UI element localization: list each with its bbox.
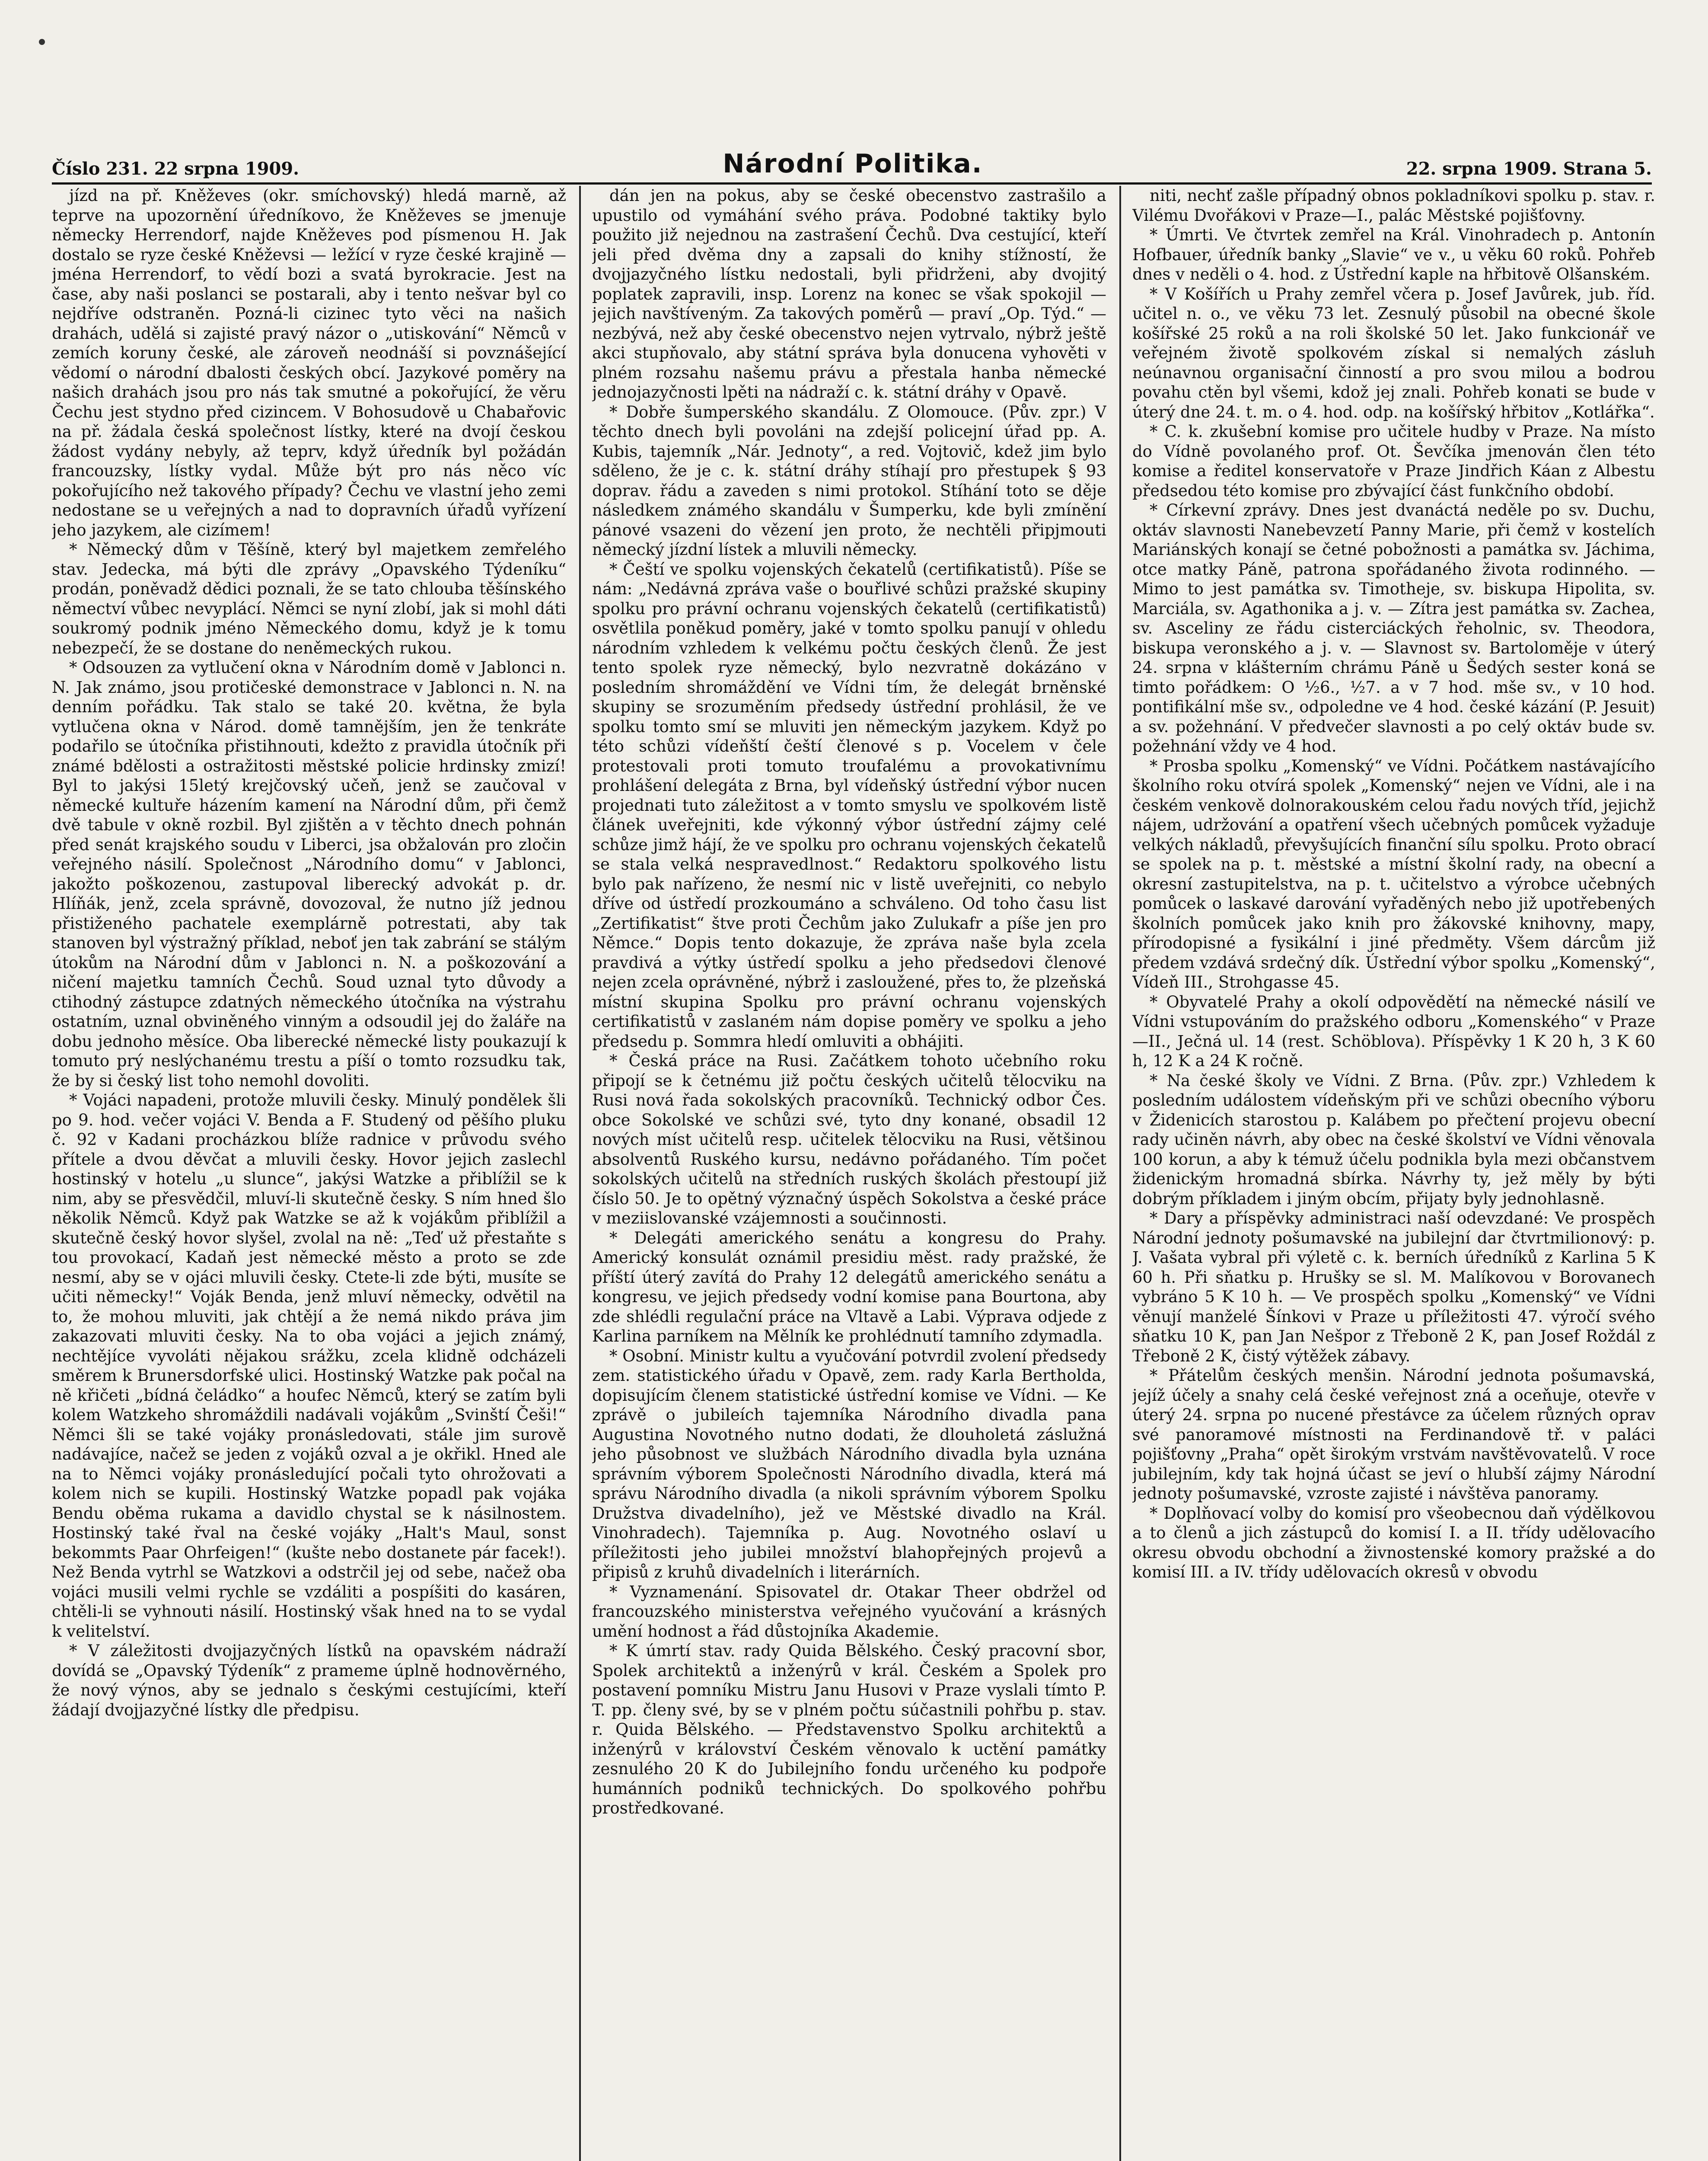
issue-number-date: Číslo 231. 22 srpna 1909.	[52, 159, 300, 179]
article-paragraph: * Doplňovací volby do komisí pro všeobecnou daň výdělkovou a to členů a jich zástupců do komisí I. a II. třídy udělovacího okresu obvodu obchodní a živnostenské komory pražské a do komisí III. a IV. třídy udělovacích okresů v obvodu	[1132, 1504, 1655, 1581]
article-paragraph: * Česká práce na Rusi. Začátkem tohoto učebního roku připojí se k četnému již počtu českých učitelů tělocviku na Rusi nová řada sokolských pracovníků. Technický odbor Čes. obce Sokolské ve schůzi své, tyto dny konané, obsadil 12 nových míst učitelů resp. učitelek tělocviku na Rusi, většinou absolventů Ruského kursu, nedávno pořádaného. Tím počet sokolských učitelů na středních ruských školách přestoupí již číslo 50. Je to opětný význačný úspěch Sokolstva a české práce v meziislovanské vzájemnosti a součinnosti.	[592, 1052, 1106, 1227]
page-header	[52, 137, 1652, 185]
article-paragraph: * Čeští ve spolku vojenských čekatelů (certifikatistů). Píše se nám: „Nedávná zpráva vaše o bouřlivé schůzi pražské skupiny spolku pro právní ochranu vojenských čekatelů (certifikatistů) osvětlila poněkud poměry, jaké v tomto spolku panují v ohledu národním vzhledem k velkému počtu českých členů. Že jest tento spolek ryze německý, bylo nezvratně dokázáno v posledním shromáždění ve Vídni tím, že delegát brněnské skupiny se srozuměním předsedy ústřední prohlásil, že ve spolku tomto smí se mluviti jen německým jazykem. Když po této schůzi vídeňští čeští členové s p. Vocelem v čele protestovali proti tomuto troufalému a provokativnímu prohlášení delegáta z Brna, byl vídeňský ústřední výbor nucen projednati tuto záležitost a v tomto smyslu ve spolkovém listě článek uveřejniti, kde výkonný výbor ústřední zájmy celé schůze jimž hájí, že ve spolku pro ochranu vojenských čekatelů se stala velká nespravedlnost.“ Redaktoru spolkového listu bylo pak nařízeno, že nesmí nic v listě uveřejniti, co nebylo dříve od ústředí prozkoumáno a schváleno. Od toho času list „Zertifikatist“ štve proti Čechům jako Zulukafr a píše jen pro Němce.“ Dopis tento dokazuje, že zpráva naše byla zcela pravdivá a výtky ústředí spolku a jeho předsedovi členové nejen zcela oprávněné, nýbrž i zasloužené, přes to, že plzeňská místní skupina Spolku pro právní ochranu vojenských certifikatistů v zaslaném nám dopise poměry ve spolku a jeho předsedu p. Sommra hledí omluviti a obhájiti.	[592, 560, 1106, 1051]
column-3	[1132, 186, 1655, 2161]
text-columns	[52, 186, 1655, 2161]
article-paragraph: * K úmrtí stav. rady Quida Bělského. Český pracovní sbor, Spolek architektů a inženýrů v král. Českém a Spolek pro postavení pomníku Mistru Janu Husovi v Praze vyslali tímto P. T. pp. členy své, by se v plném počtu súčastnili pohřbu p. stav. r. Quida Bělského. — Představenstvo Spolku architektů a inženýrů v království Českém věnovalo k uctění památky zesnulého 20 K do Jubilejního fondu určeného ku podpoře humánních podniků technických. Do spolkového pohřbu prostředkované.	[592, 1641, 1106, 1817]
article-paragraph: * V Košířích u Prahy zemřel včera p. Josef Javůrek, jub. říd. učitel n. o., ve věku 73 let. Zesnulý působil na obecné škole košířské 25 roků a na roli školské 50 let. Jako funkcionář ve veřejném životě spolkovém získal si nemalých zásluh neúnavnou organisační činností a pro svou milou a bodrou povahu ctěn byl všemi, kdož jej znali. Pohřeb konati se bude v úterý dne 24. t. m. o 4. hod. odp. na košířský hřbitov „Kotlářka“.	[1132, 284, 1655, 421]
article-paragraph: * Na české školy ve Vídni. Z Brna. (Pův. zpr.) Vzhledem k posledním událostem vídeňským při ve schůzi obecního výboru v Židenicích starostou p. Kalábem po přečtení projevu obecní rady učiněn návrh, aby obec na české školství ve Vídni věnovala 100 korun, a aby k témuž účelu podnikla byla mezi občanstvem židenickým hromadná sbírka. Návrhy ty, jež měly by býti dobrým příkladem i jiným obcím, přijaty byly jednohlasně.	[1132, 1071, 1655, 1208]
ink-spot	[39, 39, 45, 45]
article-paragraph: * Prosba spolku „Komenský“ ve Vídni. Počátkem nastávajícího školního roku otvírá spolek „Komenský“ nejen ve Vídni, ale i na českém venkově dolnorakouském celou řadu nových tříd, jejichž nájem, udržování a opatření všech učebných pomůcek vyžaduje velkých nákladů, převyšujících finanční sílu spolku. Proto obrací se spolek na p. t. městské a místní školní rady, na obecní a okresní zastupitelstva, na p. t. učitelstvo a výrobce učebných pomůcek o laskavé darování vyřaděných nebo již upotřebených školních pomůcek jako knih pro žákovské knihovny, mapy, přírodopisné a fysikální i jiné předměty. Všem dárcům již předem vzdává srdečný dík. Ústřední výbor spolku „Komenský“, Vídeň III., Strohgasse 45.	[1132, 756, 1655, 991]
article-paragraph: * C. k. zkušební komise pro učitele hudby v Praze. Na místo do Vídně povolaného prof. Ot. Ševčíka jmenován člen této komise a ředitel konservatoře v Praze Jindřich Káan z Albestu předsedou této komise pro zbývající část funkčního období.	[1132, 422, 1655, 500]
date-page-number: 22. srpna 1909. Strana 5.	[1406, 159, 1652, 179]
masthead-title: Národní Politika.	[723, 149, 983, 179]
article-paragraph: * Německý dům v Těšíně, který byl majetkem zemřelého stav. Jedecka, má býti dle zprávy „Opavského Týdeníku“ prodán, poněvadž dědici poznali, že se tato chlouba těšínského němectví vůbec nevyplácí. Němci se nyní zlobí, jak si mohl dáti soukromý podnik jméno Německého domu, když je k tomu nebezpečí, že se dostane do neněmeckých rukou.	[52, 540, 566, 657]
article-paragraph: dán jen na pokus, aby se české obecenstvo zastrašilo a upustilo od vymáhání svého práva. Podobné taktiky bylo použito již nejednou na zastrašení Čechů. Dva cestující, kteří jeli před dvěma dny a zapsali do knihy stížností, že dvojjazyčného lístku nedostali, byli přidrženi, aby dvojitý poplatek zapravili, insp. Lorenz na konec se však spokojil — jejich navštíveným. Za takových poměrů — praví „Op. Týd.“ — nezbývá, než aby české obecenstvo nejen vytrvalo, nýbrž ještě akci stupňovalo, aby státní správa byla donucena vyhověti v plném rozsahu našemu právu a přestala hanba německé jednojazyčnosti lpěti na nádraží c. k. státní dráhy v Opavě.	[592, 186, 1106, 402]
article-paragraph: * Dobře šumperského skandálu. Z Olomouce. (Pův. zpr.) V těchto dnech byli povoláni na zdejší policejní úřad pp. A. Kubis, tajemník „Nár. Jednoty“, a red. Vojtovič, kdež jim bylo sděleno, že je c. k. státní dráhy stíhají pro přestupek § 93 doprav. řádu a zaveden s nimi protokol. Stíhání toto se děje následkem známého skandálu v Šumperku, kde byli zmínění pánové vsazeni do vězení jen proto, že nechtěli připjmouti německý jízdní lístek a mluvili německy.	[592, 402, 1106, 559]
article-paragraph: * V záležitosti dvojjazyčných lístků na opavském nádraží dovídá se „Opavský Týdeník“ z prameme úplně hodnověrného, že nový výnos, aby se jednalo s českými cestujícími, kteří žádají dvojjazyčné lístky dle předpisu.	[52, 1641, 566, 1719]
article-paragraph: * Dary a příspěvky administraci naší odevzdané: Ve prospěch Národní jednoty pošumavské na jubilejní dar čtvrtmilionový: p. J. Vašata vybral při výletě c. k. berních úředníků z Karlina 5 K 60 h. Při sňatku p. Hrušky se sl. M. Malíkovou v Borovanech vybráno 5 K 10 h. — Ve prospěch spolku „Komenský“ ve Vídni věnují manželé Šínkovi v Praze u příležitosti 47. výročí svého sňatku 10 K, pan Jan Nešpor z Třeboně 2 K, pan Josef Roždál z Třeboně 2 K, čistý výtěžek zábavy.	[1132, 1209, 1655, 1365]
column-1	[52, 186, 566, 2161]
article-paragraph: * Delegáti amerického senátu a kongresu do Prahy. Americký konsulát oznámil presidiu měst. rady pražské, že příští úterý zavítá do Prahy 12 delegátů amerického senátu a kongresu, ve jejich předsedy vodní komise pana Bourtona, aby zde shlédli regulační práce na Vltavě a Labi. Výprava odjede z Karlina parníkem na Mělník ke prohlédnutí tamního zdymadla.	[592, 1228, 1106, 1345]
article-paragraph: * Obyvatelé Prahy a okolí odpovědětí na německé násilí ve Vídni vstupováním do pražského odboru „Komenského“ v Praze—II., Ječná ul. 14 (rest. Schöblova). Příspěvky 1 K 20 h, 3 K 60 h, 12 K a 24 K ročně.	[1132, 992, 1655, 1070]
column-2	[592, 186, 1106, 2161]
article-paragraph: * Církevní zprávy. Dnes jest dvanáctá neděle po sv. Duchu, oktáv slavnosti Nanebevzetí Panny Marie, při čemž v kostelích Mariánských konají se četné pobožnosti a památka sv. Jáchima, otce matky Páně, patrona spořádaného života rodinného. — Mimo to jest památka sv. Timotheje, sv. biskupa Hipolita, sv. Marciála, sv. Agathonika a j. v. — Zítra jest památka sv. Zachea, sv. Asceliny ze řádu cisterciáckých řeholnic, sv. Theodora, biskupa veronského a j. v. — Slavnost sv. Bartoloměje v úterý 24. srpna v klášterním chrámu Páně u Šedých sester koná se timto pořádkem: O ½6., ½7. a v 7 hod. mše sv., v 10 hod. pontifikální mše sv., odpoledne ve 4 hod. české kázání (P. Jesuit) a sv. požehnání. V předvečer slavnosti a po celý oktáv bude sv. požehnání vždy ve 4 hod.	[1132, 501, 1655, 755]
article-paragraph: * Osobní. Ministr kultu a vyučování potvrdil zvolení předsedy zem. statistického úřadu v Opavě, zem. rady Karla Bertholda, dopisujícím členem statistické ústřední komise ve Vídni. — Ke zprávě o jubileích tajemníka Národního divadla pana Augustina Novotného nutno dodati, že dlouholetá záslužná jeho působnost ve službách Národního divadla byla uznána správním výborem Společnosti Národního divadla, která má správu Národního divadla (a nikoli správním výborem Spolku Družstva divadelního), jež ve Městské divadlo na Král. Vinohradech). Tajemníka p. Aug. Novotného oslaví u příležitosti jeho jubilei množství blahopřejných projevů a připisů z kruhů divadelních i literárních.	[592, 1346, 1106, 1581]
article-paragraph: * Vojáci napadeni, protože mluvili česky. Minulý pondělek šli po 9. hod. večer vojáci V. Benda a F. Studený od pěšího pluku č. 92 v Kadani procházkou blíže radnice v průvodu svého přítele a dvou děvčat a mluvili česky. Hovor jejich zaslechl hostinský v hotelu „u slunce“, jakýsi Watzke a přiblížil se k nim, aby se přesvědčil, mluví-li skutečně česky. S ním hned šlo několik Němců. Když pak Watzke se až k vojákům přiblížil a skutečně český hovor slyšel, zvolal na ně: „Teď už přestaňte s tou provokací, Kadaň jest německé město a proto se zde nesmí, aby se v ojáci mluvili česky. Ctete-li zde býti, musíte se učiti německy!“ Voják Benda, jenž mluví německy, odvětil na to, že mohou mluviti, jak chtějí a že nemá nikdo práva jim zakazovati mluviti česky. Na to oba vojáci a jejich známý, nechtějíce vyvoláti nějakou srážku, zcela klidně odcházeli směrem k Brunersdorfské ulici. Hostinský Watzke pak počal na ně křičeti „bídná čeládko“ a houfec Němců, který se zatím byli kolem Watzkeho shromáždili nadávali vojákům „Svinští Češi!“ Němci šli se také vojáky pronásledovati, stále jim surově nadávajíce, načež se jeden z vojáků ozval a je okřikl. Hned ale na to Němci vojáky pronásledující počali tyto ohrožovati a kolem nich se kupili. Hostinský Watzke popadl pak vojáka Bendu oběma rukama a davidlo chystal se k násilnostem. Hostinský také řval na české vojáky „Halt's Maul, sonst bekommts Paar Ohrfeigen!“ (kušte nebo dostanete pár facek!). Než Benda vytrhl se Watzkovi a odstrčil jej od sebe, načež oba vojáci musili velmi rychle se vzdáliti a pospíšiti do kasáren, chtěli-li se vyhnouti násilí. Hostinský však hned na to se vydal k velitelství.	[52, 1091, 566, 1641]
article-paragraph: * Úmrti. Ve čtvrtek zemřel na Král. Vinohradech p. Antonín Hofbauer, úředník banky „Slavie“ ve v., u věku 60 roků. Pohřeb dnes v neděli o 4. hod. z Ústřední kaple na hřbitově Olšanském.	[1132, 226, 1655, 284]
article-paragraph: * Vyznamenání. Spisovatel dr. Otakar Theer obdržel od francouzského ministerstva veřejného vyučování a krásných umění hodnost a řád důstojníka Akademie.	[592, 1582, 1106, 1641]
article-paragraph: * Odsouzen za vytlučení okna v Národním domě v Jablonci n. N. Jak známo, jsou protičeské demonstrace v Jablonci n. N. na denním pořádku. Tak stalo se také 20. května, že byla vytlučena okna v Národ. domě tamnějším, jen že tenkráte podařilo se útočníka přistihnouti, kdežto z pravidla útočník při známé bdělosti a ostražitosti městské policie hrdinsky zmizí! Byl to jakýsi 15letý krejčovský učeň, jenž se zaučoval v německé kultuře házením kamení na Národní dům, při čemž dvě tabule v okně rozbil. Byl zjištěn a v těchto dnech pohnán před senát krajského soudu v Liberci, jsa obžalován pro zločin veřejného násilí. Společnost „Národního domu“ v Jablonci, jakožto poškozenou, zastupoval liberecký advokát p. dr. Hlíňák, jenž, zcela správně, dovozoval, že nutno jíž jednou přistiženého pachatele exemplárně potrestati, aby tak stanoven byl výstražný příklad, neboť jen tak zabrání se stálým útokům na Národní dům v Jablonci n. N. a poškozování a ničení majetku tamních Čechů. Soud uznal tyto důvody a ctihodný zástupce zdatných německého útočníka na výstrahu ostatním, uznal obviněného vinným a odsoudil jej do žaláře na dobu jednoho měsíce. Oba liberecké německé listy poukazují k tomuto prý neslýchanému trestu a píší o tomto rozsudku tak, že by si český list toho nemohl dovoliti.	[52, 658, 566, 1090]
article-paragraph: niti, nechť zašle případný obnos pokladníkovi spolku p. stav. r. Vilému Dvořákovi v Praze—I., palác Městské pojišťovny.	[1132, 186, 1655, 225]
article-paragraph: * Přátelům českých menšin. Národní jednota pošumavská, jejíž účely a snahy celá české veřejnost zná a oceňuje, otevře v úterý 24. srpna po nucené přestávce za účelem různých oprav své panoramové místnosti na Ferdinandově tř. v paláci pojišťovny „Praha“ opět širokým vrstvám navštěvovatelů. V roce jubilejním, kdy tak hojná účast se jeví o hlubší zájmy Národní jednoty pošumavské, vzroste zajisté i návštěva panoramy.	[1132, 1366, 1655, 1503]
article-paragraph: jízd na př. Kněževes (okr. smíchovský) hledá marně, až teprve na upozornění úředníkovo, že Kněževes se jmenuje německy Herrendorf, najde Kněževes pod písmenou H. Jak dostalo se ryze české Kněževsi — ležící v ryze české krajině — jména Herrendorf, to vědí bozi a svatá byrokracie. Jest na čase, aby naši poslanci se postarali, aby i tento nešvar byl co nejdříve odstraněn. Pozná-li cizinec tyto věci na našich drahách, udělá si zajisté pravý názor o „utiskování“ Němců v zemích koruny české, ale zároveň neodnáší si povznášející vědomí o národní dbalosti českých obcí. Jazykové poměry na našich drahách jsou pro nás tak smutné a pokořující, že věru Čechu jest stydno před cizincem. V Bohosudově u Chabařovic na př. žádala česká společnost lístky, které na dvojí českou žádost vydány nebyly, až teprv, když úředník byl požádán francouzsky, lístky vydal. Může být pro nás něco víc pokořujícího než takového případy? Čechu ve vlastní jeho zemi nedostane se u veřejných a nad to dopravních úřadů vyřízení jeho jazykem, ale cizímem!	[52, 186, 566, 539]
